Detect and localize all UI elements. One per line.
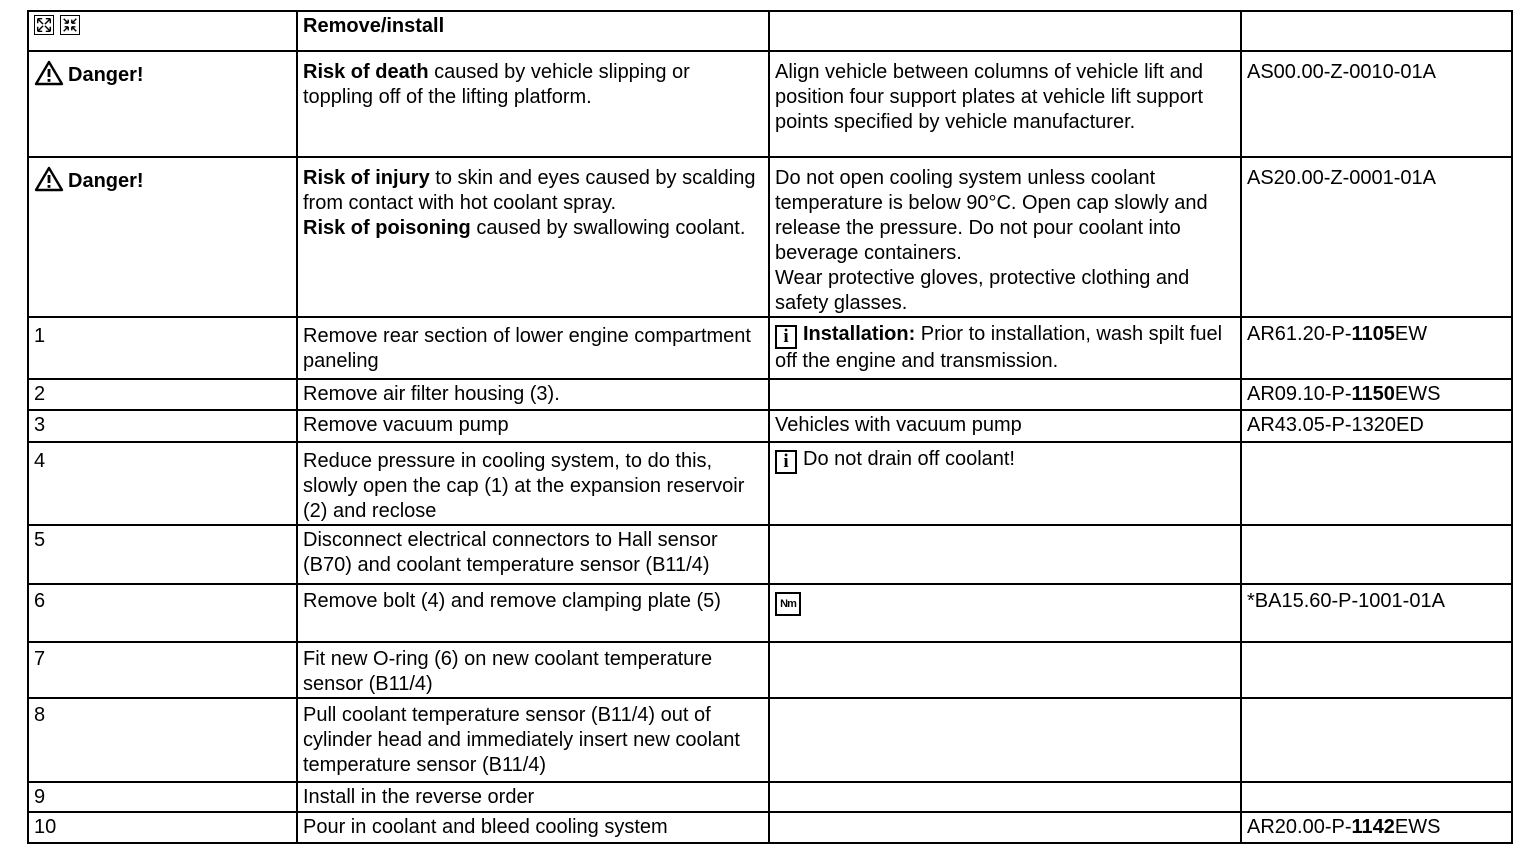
section-title: Remove/install	[297, 11, 769, 51]
info-icon: i	[775, 325, 797, 349]
risk-title: Risk of poisoning	[303, 217, 471, 239]
reference-link[interactable]: AS00.00-Z-0010-01A	[1241, 51, 1512, 157]
step-row	[28, 317, 1512, 379]
danger-row	[28, 157, 1512, 317]
step-number: 4	[28, 442, 297, 525]
ref-part: AR20.00-P-	[1247, 816, 1352, 838]
torque-nm-icon[interactable]: Nm	[775, 592, 801, 616]
step-number: 9	[28, 782, 297, 812]
reference-link[interactable]	[1241, 812, 1512, 843]
reference-link[interactable]: AR43.05-P-1320ED	[1241, 410, 1512, 442]
header-empty-cell	[769, 11, 1241, 51]
step-number: 8	[28, 698, 297, 782]
danger-label: Danger!	[68, 170, 144, 192]
measure-text: Do not open cooling system unless coolant temperature is below 90°C. Open cap slowly and release the pressure. Do not pour coolant into beverage containers.	[775, 167, 1208, 264]
step-note	[769, 812, 1241, 843]
header-row	[28, 11, 1512, 51]
reference-cell	[1241, 442, 1512, 525]
step-action: Install in the reverse order	[297, 782, 769, 812]
info-icon: i	[775, 450, 797, 474]
ref-part: AR09.10-P-	[1247, 383, 1352, 405]
reference-link[interactable]: AS20.00-Z-0001-01A	[1241, 157, 1512, 317]
step-action: Pour in coolant and bleed cooling system	[297, 812, 769, 843]
reference-link[interactable]	[1241, 317, 1512, 379]
step-action: Fit new O-ring (6) on new coolant temperature sensor (B11/4)	[297, 642, 769, 698]
measure-text: Wear protective gloves, protective clothing and safety glasses.	[775, 267, 1190, 314]
reference-link[interactable]	[1241, 379, 1512, 410]
danger-row	[28, 51, 1512, 157]
ref-part: 1142	[1351, 816, 1395, 838]
step-number: 2	[28, 379, 297, 410]
ref-part: 1150	[1351, 383, 1395, 405]
step-note	[769, 317, 1241, 379]
reference-link[interactable]: *BA15.60-P-1001-01A	[1241, 584, 1512, 642]
step-number: 10	[28, 812, 297, 843]
warning-triangle-icon	[34, 60, 64, 86]
step-row	[28, 812, 1512, 843]
step-row	[28, 782, 1512, 812]
step-action: Remove air filter housing (3).	[297, 379, 769, 410]
procedure-table	[27, 10, 1513, 844]
step-row	[28, 642, 1512, 698]
danger-label: Danger!	[68, 64, 144, 86]
risk-description: caused by swallowing coolant.	[470, 217, 746, 239]
step-note	[769, 584, 1241, 642]
step-row	[28, 525, 1512, 584]
ref-part: EWS	[1394, 816, 1441, 838]
step-note	[769, 782, 1241, 812]
step-row	[28, 379, 1512, 410]
step-row	[28, 442, 1512, 525]
ref-part: AR61.20-P-	[1247, 323, 1352, 345]
measure-cell	[769, 157, 1241, 317]
note-text: Prior to installation, wash spilt fuel off the engine and transmission.	[775, 323, 1223, 372]
step-action: Disconnect electrical connectors to Hall sensor (B70) and coolant temperature sensor (B11/4)	[297, 525, 769, 584]
collapse-icon[interactable]	[60, 15, 80, 35]
reference-cell	[1241, 642, 1512, 698]
step-number: 6	[28, 584, 297, 642]
note-text: Do not drain off coolant!	[803, 448, 1015, 470]
step-note	[769, 698, 1241, 782]
step-number: 7	[28, 642, 297, 698]
risk-description: to skin and eyes caused by scalding from contact with hot coolant spray.	[303, 167, 756, 214]
measure-cell: Align vehicle between columns of vehicle lift and position four support plates at vehicle lift support points specified by vehicle manufacturer.	[769, 51, 1241, 157]
step-row	[28, 410, 1512, 442]
step-action: Pull coolant temperature sensor (B11/4) out of cylinder head and immediately insert new coolant temperature sensor (B11/4)	[297, 698, 769, 782]
risk-title: Risk of injury	[303, 167, 430, 189]
step-note	[769, 642, 1241, 698]
step-action: Remove vacuum pump	[297, 410, 769, 442]
danger-label-cell	[28, 157, 297, 317]
step-action: Remove bolt (4) and remove clamping plate (5)	[297, 584, 769, 642]
step-row	[28, 584, 1512, 642]
step-action: Reduce pressure in cooling system, to do this, slowly open the cap (1) at the expansion reservoir (2) and reclose	[297, 442, 769, 525]
risk-title: Risk of death	[303, 61, 429, 83]
risk-cell	[297, 157, 769, 317]
step-note	[769, 442, 1241, 525]
risk-description: caused by vehicle slipping or toppling off of the lifting platform.	[303, 61, 690, 108]
risk-cell	[297, 51, 769, 157]
step-note	[769, 525, 1241, 584]
reference-cell	[1241, 525, 1512, 584]
ref-part: EW	[1394, 323, 1428, 345]
step-row	[28, 698, 1512, 782]
step-action: Remove rear section of lower engine compartment paneling	[297, 317, 769, 379]
reference-cell	[1241, 698, 1512, 782]
ref-part: 1105	[1351, 323, 1395, 345]
step-number: 1	[28, 317, 297, 379]
step-number: 5	[28, 525, 297, 584]
step-note	[769, 379, 1241, 410]
header-icons-cell	[28, 11, 297, 51]
ref-part: EWS	[1394, 383, 1441, 405]
note-title: Installation:	[803, 323, 916, 345]
danger-label-cell	[28, 51, 297, 157]
expand-icon[interactable]	[34, 15, 54, 35]
reference-cell	[1241, 782, 1512, 812]
warning-triangle-icon	[34, 166, 64, 192]
step-number: 3	[28, 410, 297, 442]
header-empty-cell	[1241, 11, 1512, 51]
step-note: Vehicles with vacuum pump	[769, 410, 1241, 442]
